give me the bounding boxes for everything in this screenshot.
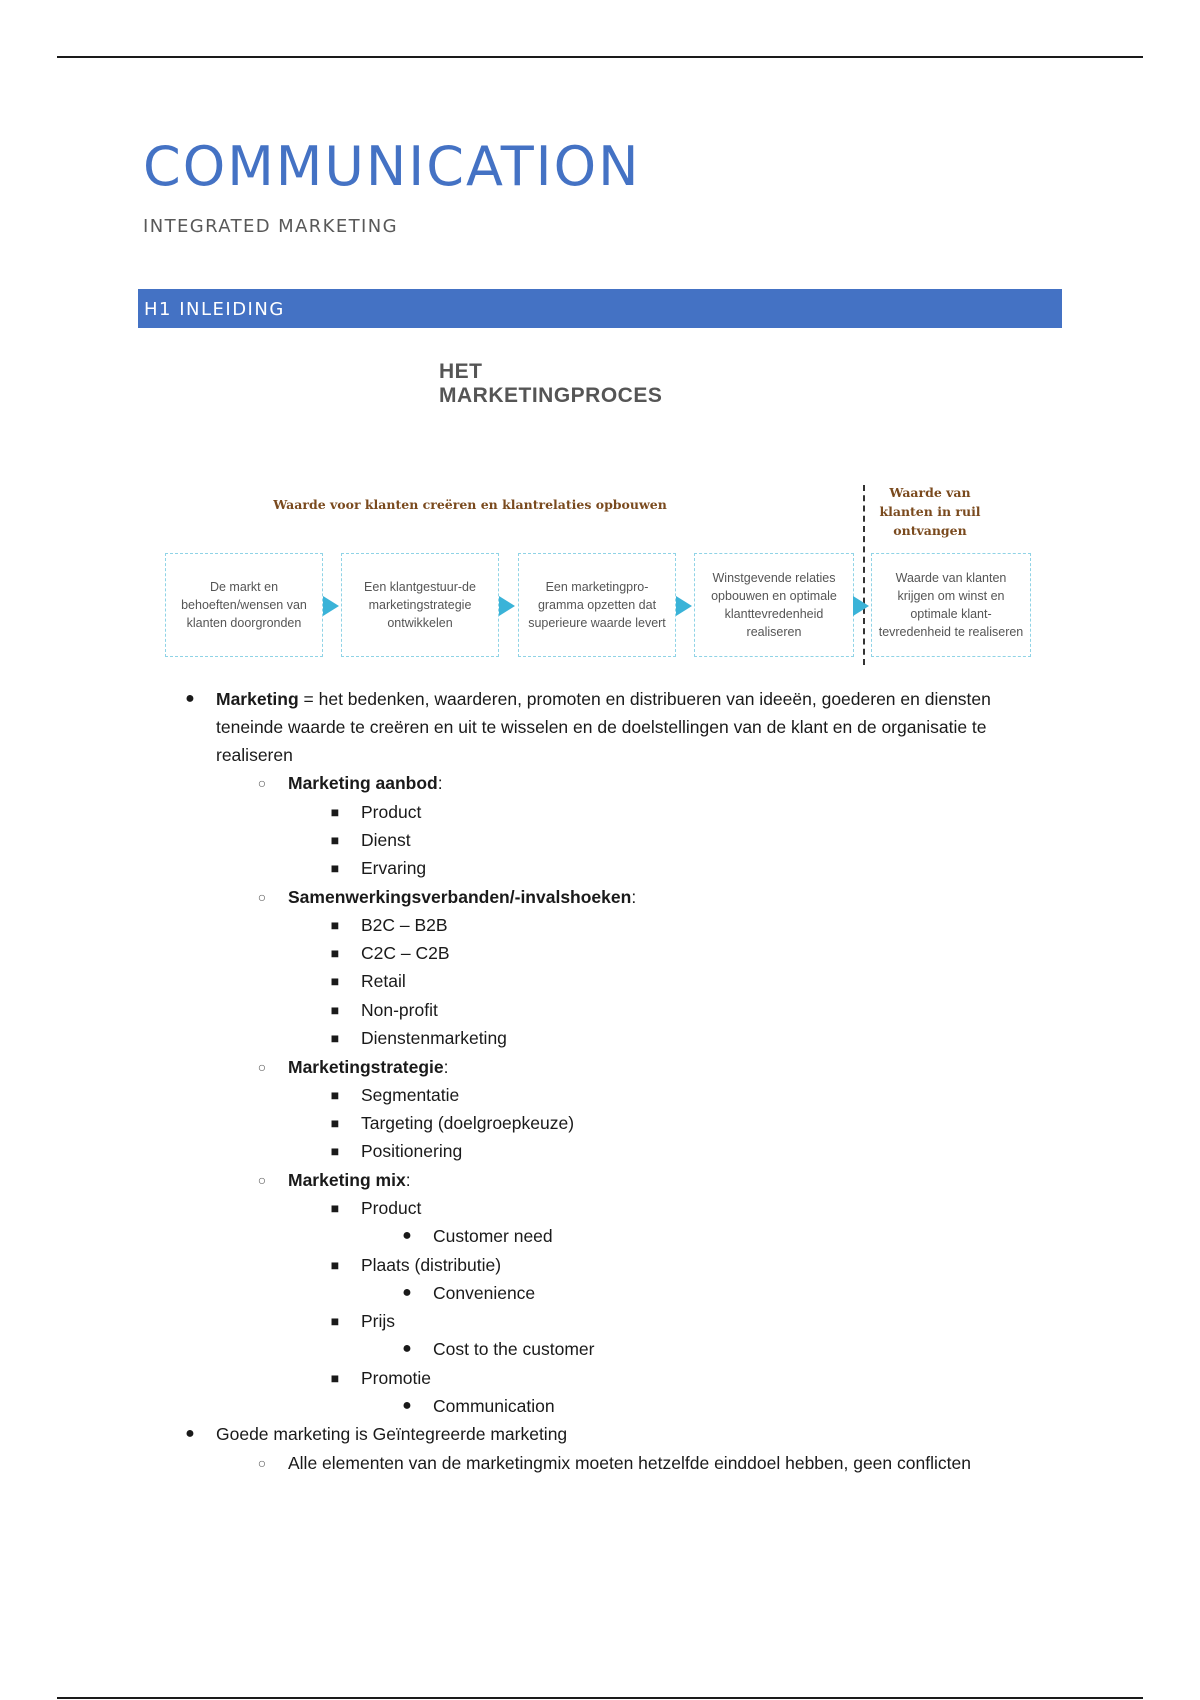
bullet-icon: ● (402, 1284, 412, 1301)
list-item: ● Communication (433, 1392, 555, 1420)
square-bullet-icon: ■ (330, 1087, 340, 1103)
label-mix: Marketing mix (288, 1170, 406, 1190)
list-item: ■ Promotie (361, 1364, 431, 1392)
header-rule (57, 56, 1143, 58)
square-bullet-icon: ■ (330, 1115, 340, 1131)
circle-bullet-icon: ○ (257, 1059, 267, 1075)
square-bullet-icon: ■ (330, 1143, 340, 1159)
list-item: ■ Ervaring (361, 854, 426, 882)
square-bullet-icon: ■ (330, 945, 340, 961)
footer-rule (57, 1697, 1143, 1699)
arrow-right-icon (853, 596, 869, 616)
square-bullet-icon: ■ (330, 973, 340, 989)
list-item: ■ Product (361, 1194, 421, 1222)
square-bullet-icon: ■ (330, 832, 340, 848)
arrow-right-icon (323, 596, 339, 616)
figure-title-line1: HET (439, 360, 483, 383)
list-item: ■ Retail (361, 967, 406, 995)
square-bullet-icon: ■ (330, 1257, 340, 1273)
square-bullet-icon: ■ (330, 1030, 340, 1046)
circle-bullet-icon: ○ (257, 889, 267, 905)
bullet-icon: ● (402, 1397, 412, 1414)
list-item: ● Customer need (433, 1222, 553, 1250)
arrow-right-icon (676, 596, 692, 616)
marketing-definition: = het bedenken, waarderen, promoten en distribueren van ideeën, goederen en diensten teneinde waarde te creëren en uit te wisselen en de doelstellingen van de klant en de organisatie te realiseren (216, 689, 991, 765)
figure-header-capture-value: Waarde van klanten in ruil ontvangen (879, 485, 981, 538)
process-step-4: Winstgevende relaties opbouwen en optimale klanttevredenheid realiseren (694, 553, 854, 657)
square-bullet-icon: ■ (330, 1200, 340, 1216)
list-item: ○ Marketing aanbod: (288, 769, 443, 797)
label-strategie: Marketingstrategie (288, 1057, 444, 1077)
list-item: ■ Dienst (361, 826, 411, 854)
list-item: ○ Alle elementen van de marketingmix moeten hetzelfde einddoel hebben, geen conflicten (288, 1449, 971, 1477)
section-heading-bar (138, 289, 1062, 328)
label-aanbod: Marketing aanbod (288, 773, 438, 793)
list-item: ■ C2C – C2B (361, 939, 450, 967)
figure-header-create-value: Waarde voor klanten creëren en klantrelaties opbouwen (273, 497, 667, 512)
square-bullet-icon: ■ (330, 860, 340, 876)
process-step-2: Een klantgestuur-de marketingstrategie ontwikkelen (341, 553, 499, 657)
list-item: ■ Plaats (distributie) (361, 1251, 501, 1279)
bullet-icon: ● (185, 690, 195, 707)
list-item: ■ Dienstenmarketing (361, 1024, 507, 1052)
section-heading: H1 INLEIDING (144, 299, 285, 320)
marketing-process-figure (160, 355, 1040, 665)
bullet-icon: ● (402, 1227, 412, 1244)
square-bullet-icon: ■ (330, 1313, 340, 1329)
list-item: ● Cost to the customer (433, 1335, 594, 1363)
label-samenwerking: Samenwerkingsverbanden/-invalshoeken (288, 887, 632, 907)
list-item: ● Convenience (433, 1279, 535, 1307)
list-item: ■ Positionering (361, 1137, 462, 1165)
process-step-1: De markt en behoeften/wensen van klanten doorgronden (165, 553, 323, 657)
circle-bullet-icon: ○ (257, 1172, 267, 1188)
list-item: ○ Marketingstrategie: (288, 1053, 448, 1081)
process-step-3: Een marketingpro-gramma opzetten dat superieure waarde levert (518, 553, 676, 657)
list-item: ■ Non-profit (361, 996, 438, 1024)
list-item: ■ B2C – B2B (361, 911, 448, 939)
figure-title-line2: MARKETINGPROCES (439, 384, 663, 407)
list-item (185, 685, 1046, 769)
circle-bullet-icon: ○ (257, 775, 267, 791)
process-step-5: Waarde van klanten krijgen om winst en optimale klant-tevredenheid te realiseren (871, 553, 1031, 657)
square-bullet-icon: ■ (330, 917, 340, 933)
document-subtitle: INTEGRATED MARKETING (143, 216, 398, 237)
list-item: ■ Segmentatie (361, 1081, 459, 1109)
bullet-icon: ● (185, 1425, 195, 1442)
figure-title (439, 360, 662, 408)
term-marketing: Marketing (216, 689, 299, 709)
list-item: ■ Product (361, 798, 421, 826)
list-item: ○ Marketing mix: (288, 1166, 411, 1194)
arrow-right-icon (499, 596, 515, 616)
list-item: ● Goede marketing is Geïntegreerde marketing (216, 1420, 567, 1448)
bullet-icon: ● (402, 1340, 412, 1357)
square-bullet-icon: ■ (330, 804, 340, 820)
figure-divider (863, 485, 865, 665)
list-item: ■ Targeting (doelgroepkeuze) (361, 1109, 574, 1137)
square-bullet-icon: ■ (330, 1002, 340, 1018)
square-bullet-icon: ■ (330, 1370, 340, 1386)
list-item: ○ Samenwerkingsverbanden/-invalshoeken: (288, 883, 636, 911)
list-item: ■ Prijs (361, 1307, 395, 1335)
document-title: COMMUNICATION (143, 135, 641, 198)
circle-bullet-icon: ○ (257, 1455, 267, 1471)
